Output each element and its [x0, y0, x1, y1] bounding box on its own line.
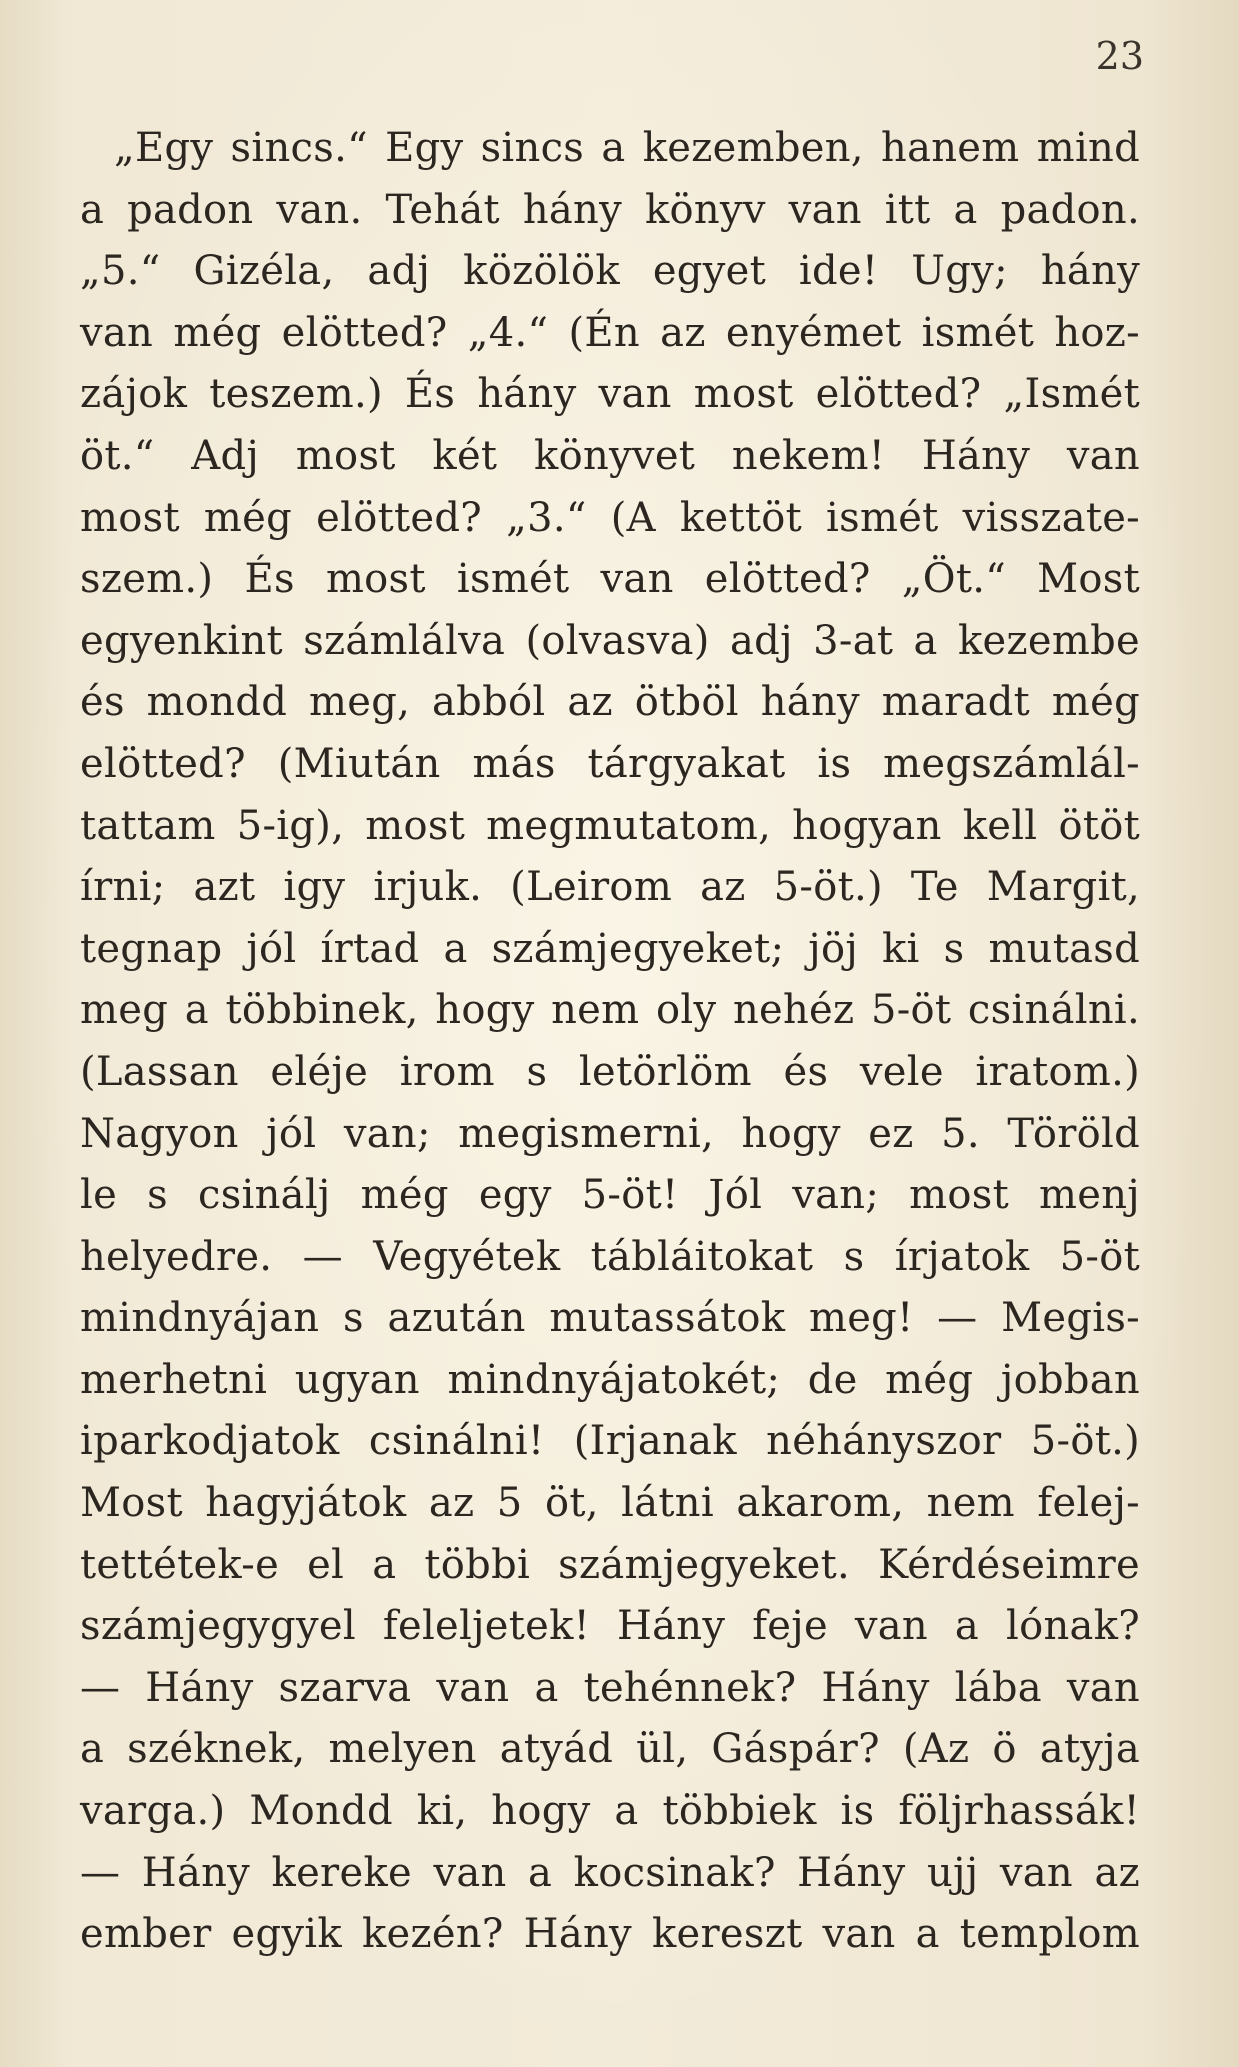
text-line: (Lassan eléje irom s letörlöm és vele iratom.) — [80, 1048, 1140, 1095]
text-line: tegnap jól írtad a számjegyeket; jöj ki s mutasd — [80, 925, 1140, 972]
text-line: számjegygyel feleljetek! Hány feje van a lónak? — [80, 1603, 1140, 1650]
text-line: Most hagyjátok az 5 öt, látni akarom, nem felej- — [80, 1480, 1140, 1527]
text-line: — Hány szarva van a tehénnek? Hány lába van — [80, 1664, 1140, 1711]
text-line: és mondd meg, abból az ötböl hány maradt még — [80, 679, 1140, 726]
text-line: zájok teszem.) És hány van most elötted? „Ismét — [80, 371, 1140, 418]
text-line: elötted? (Miután más tárgyakat is megszámlál- — [80, 740, 1140, 787]
text-line: mindnyájan s azután mutassátok meg! — Megis- — [80, 1295, 1140, 1342]
text-line: helyedre. — Vegyétek tábláitokat s írjatok 5-öt — [80, 1233, 1140, 1280]
text-line: tattam 5-ig), most megmutatom, hogyan kell ötöt — [80, 802, 1140, 849]
text-line: a széknek, melyen atyád ül, Gáspár? (Az ö atyja — [80, 1726, 1140, 1773]
text-line: most még elötted? „3.“ (A kettöt ismét visszate- — [80, 494, 1140, 541]
page-number: 23 — [1095, 34, 1144, 78]
text-line: tettétek-e el a többi számjegyeket. Kérdéseimre — [80, 1541, 1140, 1588]
text-line: — Hány kereke van a kocsinak? Hány ujj van az — [80, 1849, 1140, 1896]
text-line: van még elötted? „4.“ (Én az enyémet ismét hoz- — [80, 309, 1140, 356]
text-line: írni; azt igy irjuk. (Leirom az 5-öt.) Te Margit, — [80, 864, 1140, 911]
text-line: varga.) Mondd ki, hogy a többiek is följrhassák! — [80, 1788, 1140, 1835]
text-line: szem.) És most ismét van elötted? „Öt.“ Most — [80, 556, 1140, 603]
text-line: öt.“ Adj most két könyvet nekem! Hány van — [80, 432, 1140, 479]
text-line: a padon van. Tehát hány könyv van itt a padon. — [80, 186, 1140, 233]
body-text — [80, 118, 1140, 1966]
text-line: „Egy sincs.“ Egy sincs a kezemben, hanem mind — [114, 125, 1140, 171]
text-line: le s csinálj még egy 5-öt! Jól van; most menj — [80, 1172, 1140, 1219]
text-line: Nagyon jól van; megismerni, hogy ez 5. Töröld — [80, 1110, 1140, 1157]
text-line: ember egyik kezén? Hány kereszt van a templom — [80, 1911, 1140, 1958]
text-line: „5.“ Gizéla, adj közölök egyet ide! Ugy; hány — [80, 248, 1140, 295]
text-line: egyenkint számlálva (olvasva) adj 3-at a kezembe — [80, 617, 1140, 664]
text-line: meg a többinek, hogy nem oly nehéz 5-öt csinálni. — [80, 987, 1140, 1034]
text-line: iparkodjatok csinálni! (Irjanak néhányszor 5-öt.) — [80, 1418, 1140, 1465]
text-line: merhetni ugyan mindnyájatokét; de még jobban — [80, 1356, 1140, 1403]
